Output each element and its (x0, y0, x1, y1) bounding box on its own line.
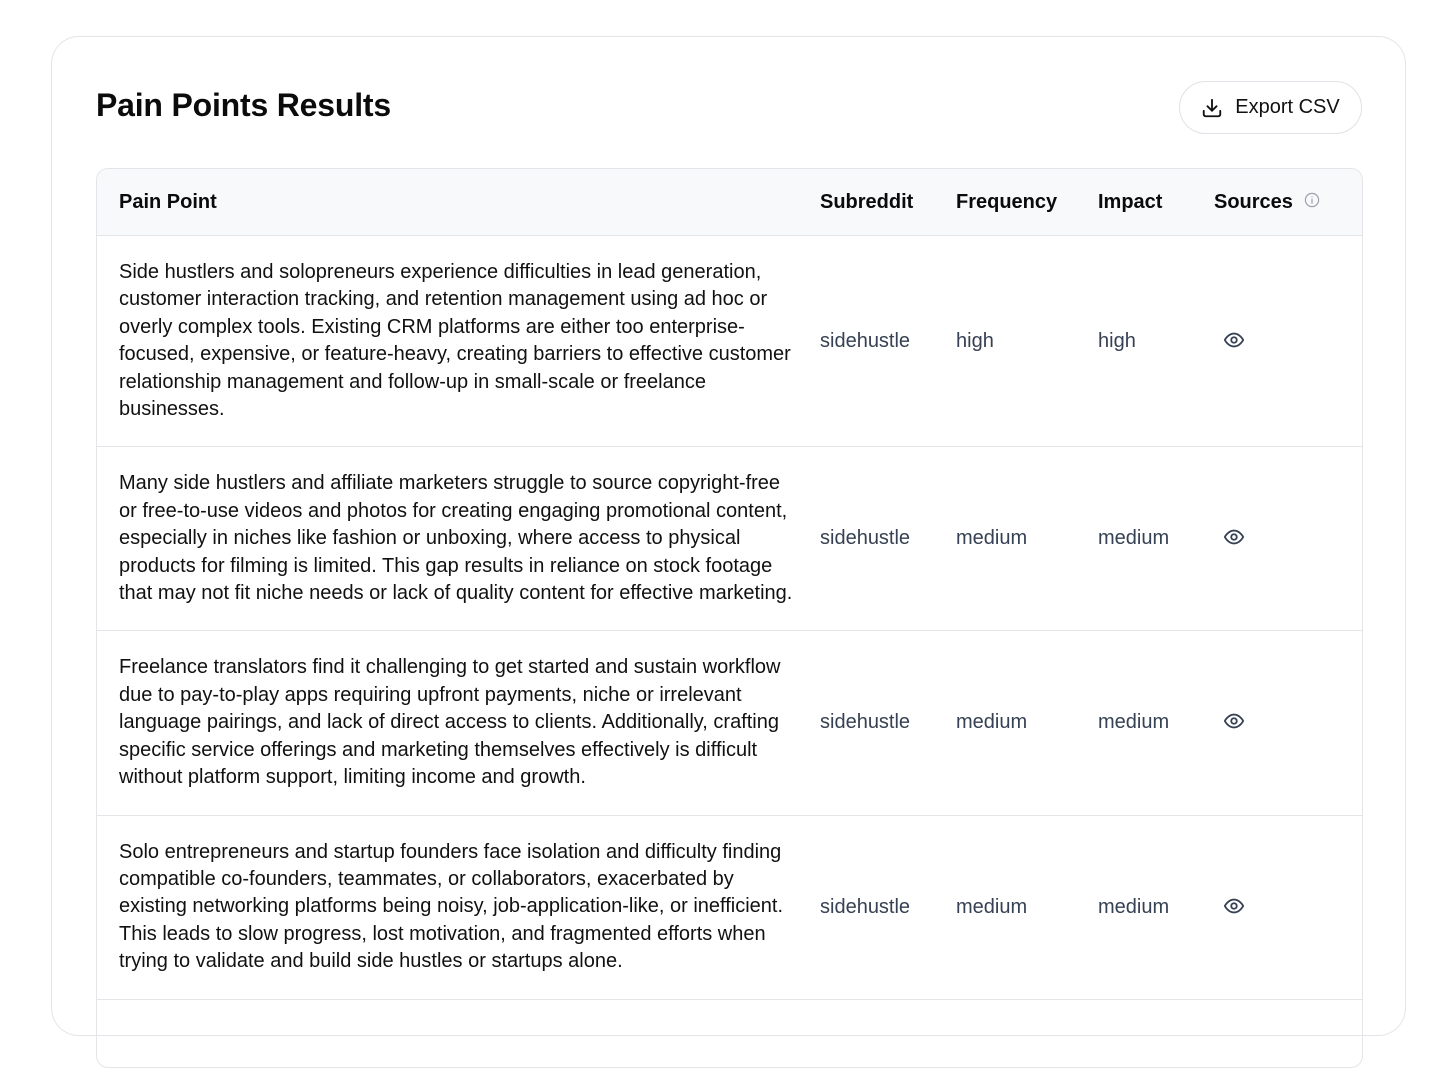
frequency-cell: medium (956, 815, 1098, 999)
impact-cell: medium (1098, 447, 1214, 631)
pain-point-text: Side hustlers and solopreneurs experience difficulties in lead generation, customer interaction tracking, and retention management using ad hoc or overly complex tools. Existing CRM platforms are either too enterprise-focused, expensive, or feature-heavy, creating barriers to effective customer relationship management and follow-up in small-scale or freelance businesses. (97, 236, 820, 447)
results-card (51, 36, 1406, 1036)
info-icon[interactable] (1304, 191, 1320, 214)
sources-cell (1214, 447, 1363, 631)
view-sources-eye-icon[interactable] (1220, 892, 1248, 920)
pain-point-text: Freelance translators find it challenging to get started and sustain workflow due to pay-to-play apps requiring upfront payments, niche or irrelevant language pairings, and lack of direct access to clients. Additionally, crafting specific service offerings and marketing themselves effectively is difficult without platform support, limiting income and growth. (97, 631, 820, 815)
impact-cell: medium (1098, 815, 1214, 999)
table-row (97, 631, 1363, 815)
sources-header-label: Sources (1214, 190, 1293, 213)
subreddit-cell: sidehustle (820, 815, 956, 999)
impact-cell: high (1098, 236, 1214, 447)
pain-point-text: Solo entrepreneurs and startup founders face isolation and difficulty finding compatible co-founders, teammates, or collaborators, exacerbated by existing networking platforms being noisy, job-application-like, or inefficient. This leads to slow progress, lost motivation, and fragmented efforts when trying to validate and build side hustles or startups alone. (97, 815, 820, 999)
page-title: Pain Points Results (96, 87, 391, 123)
view-sources-eye-icon[interactable] (1220, 523, 1248, 551)
column-header-subreddit[interactable]: Subreddit (820, 169, 956, 236)
frequency-cell: medium (956, 447, 1098, 631)
column-header-impact[interactable]: Impact (1098, 169, 1214, 236)
download-icon (1201, 97, 1223, 119)
impact-cell: medium (1098, 631, 1214, 815)
column-header-frequency[interactable]: Frequency (956, 169, 1098, 236)
pain-point-text: Many side hustlers and affiliate marketers struggle to source copyright-free or free-to-use videos and photos for creating engaging promotional content, especially in niches like fashion or unboxing, where access to physical products for filming is limited. This gap results in reliance on stock footage that may not fit niche needs or lack of quality content for effective marketing. (97, 447, 820, 631)
table-header-row (97, 169, 1363, 236)
subreddit-cell: sidehustle (820, 236, 956, 447)
pain-points-table (96, 168, 1363, 1068)
frequency-cell: high (956, 236, 1098, 447)
sources-cell (1214, 815, 1363, 999)
column-header-sources[interactable] (1214, 169, 1363, 236)
table-row (97, 815, 1363, 999)
sources-cell (1214, 236, 1363, 447)
table-row (97, 447, 1363, 631)
column-header-pain-point[interactable]: Pain Point (97, 169, 820, 236)
export-csv-label: Export CSV (1235, 96, 1340, 118)
view-sources-eye-icon[interactable] (1220, 707, 1248, 735)
view-sources-eye-icon[interactable] (1220, 326, 1248, 354)
export-csv-button[interactable] (1179, 81, 1362, 134)
subreddit-cell: sidehustle (820, 447, 956, 631)
frequency-cell: medium (956, 631, 1098, 815)
subreddit-cell: sidehustle (820, 631, 956, 815)
table-row (97, 236, 1363, 447)
sources-cell (1214, 631, 1363, 815)
